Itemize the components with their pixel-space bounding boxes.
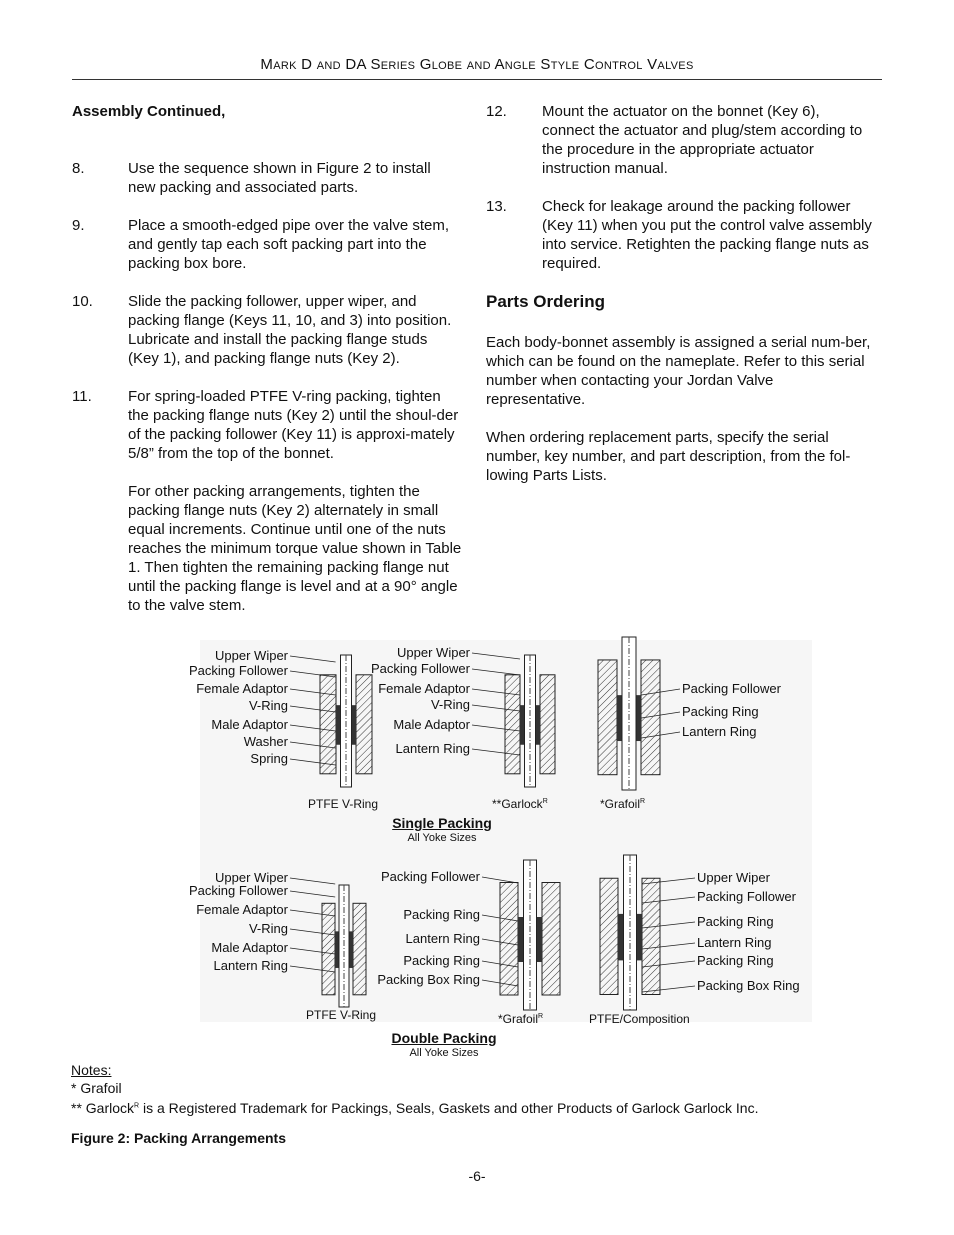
step-text: Place a smooth-edged pipe over the valve stem, and gently tap each soft packing part into the packing box bore. [128, 217, 450, 272]
part-label: Lantern Ring [697, 935, 772, 950]
page-number: -6- [468, 1168, 486, 1184]
step-number: 11. [72, 388, 92, 405]
step-text: Slide the packing follower, upper wiper, and packing flange (Keys 11, 10, and 3) into position. Lubricate and install the packing flange studs (Key 1), and packing flange nuts (Key 2). [128, 293, 452, 367]
part-label: Packing Ring [403, 953, 480, 968]
part-label: Packing Follower [381, 869, 480, 884]
caption-single-garlock [492, 797, 548, 811]
packing-cross-section-diagram [320, 655, 372, 787]
caption-text: *Grafoil [498, 1012, 539, 1026]
part-label: Female Adaptor [196, 681, 288, 696]
caption-double-grafoil [498, 1012, 543, 1026]
part-label: Packing Follower [697, 889, 796, 904]
step-9 [72, 216, 462, 273]
part-label: Washer [243, 734, 288, 749]
part-label: Lantern Ring [405, 931, 480, 946]
note-grafoil: * Grafoil [71, 1080, 122, 1096]
step-text: For spring-loaded PTFE V-ring packing, tighten the packing flange nuts (Key 2) until the shoul-der of the packing follower (Key 11) is approxi-mately 5/8” from the top of the bonnet. [128, 388, 459, 462]
part-label: V-Ring [248, 921, 288, 936]
note-text: is a Registered Trademark for Packings, Seals, Gaskets and other Products of Garlock Garlock Inc. [139, 1100, 759, 1116]
note-text: ** Garlock [71, 1100, 135, 1116]
part-label: Male Adaptor [211, 940, 288, 955]
parts-paragraph: When ordering replacement parts, specify the serial number, key number, and part description, from the fol-lowing Parts Lists. [486, 429, 851, 484]
caption-double-composition: PTFE/Composition [589, 1012, 690, 1026]
step-8 [72, 159, 462, 197]
caption-text: **Garlock [492, 797, 543, 811]
registered-mark: R [134, 1102, 140, 1110]
part-label: V-Ring [248, 698, 288, 713]
leader-line [0, 0, 1, 1]
step-number: 12. [486, 103, 507, 120]
header-rule [72, 79, 882, 80]
part-label: Lantern Ring [395, 741, 470, 756]
caption-single-ptfe: PTFE V-Ring [308, 797, 379, 811]
right-column [486, 102, 872, 504]
part-label: Male Adaptor [393, 717, 470, 732]
registered-mark: R [542, 798, 548, 805]
step-number: 8. [72, 160, 85, 177]
part-label: Packing Box Ring [697, 978, 800, 993]
single-packing-title: Single Packing [392, 815, 492, 831]
registered-mark: R [640, 798, 646, 805]
caption-text: *Grafoil [600, 797, 641, 811]
packing-cross-section-diagram [322, 885, 366, 1007]
part-label: Packing Ring [682, 704, 759, 719]
note-garlock [71, 1100, 758, 1116]
part-label: Packing Ring [697, 914, 774, 929]
step-10 [72, 292, 462, 368]
caption-double-ptfe: PTFE V-Ring [306, 1008, 377, 1022]
step-text: Check for leakage around the packing follower (Key 11) when you put the control valve assembly into service. Retighten the packing flange nuts as required. [542, 198, 872, 272]
packing-cross-section-diagram [505, 655, 555, 787]
part-label: Packing Box Ring [377, 972, 480, 987]
double-packing-title: Double Packing [391, 1030, 497, 1046]
step-text: Use the sequence shown in Figure 2 to install new packing and associated parts. [128, 160, 431, 196]
step-number: 9. [72, 217, 85, 234]
parts-ordering-heading: Parts Ordering [486, 292, 606, 311]
double-packing-subtitle: All Yoke Sizes [409, 1047, 479, 1059]
part-label: Male Adaptor [211, 717, 288, 732]
left-column [72, 102, 462, 634]
part-label: Lantern Ring [682, 724, 757, 739]
step-number: 10. [72, 293, 93, 310]
part-label: Female Adaptor [378, 681, 470, 696]
caption-single-grafoil [600, 797, 645, 811]
step-text: For other packing arrangements, tighten the packing flange nuts (Key 2) alternately in small equal increments. Continue until one of the nuts reaches the minimum torque value shown in Table 1. Then tighten the remaining packing flange nut until the packing flange is level and at a 90° angle to the valve stem. [128, 483, 462, 614]
notes-title: Notes: [71, 1062, 112, 1078]
part-label: Upper Wiper [215, 648, 288, 663]
step-number: 13. [486, 198, 507, 215]
registered-mark: R [538, 1013, 544, 1020]
figure-caption: Figure 2: Packing Arrangements [71, 1130, 286, 1146]
part-label: V-Ring [430, 697, 470, 712]
packing-cross-section-diagram [500, 860, 560, 1010]
part-label: Packing Follower [682, 681, 781, 696]
section-heading: Assembly Continued, [72, 103, 226, 120]
page-header-title: Mark D and DA Series Globe and Angle Style Control Valves [260, 56, 694, 73]
single-packing-subtitle: All Yoke Sizes [407, 832, 477, 844]
step-text: Mount the actuator on the bonnet (Key 6), connect the actuator and plug/stem according to the procedure in the appropriate actuator instruction manual. [542, 103, 863, 177]
step-12 [486, 102, 872, 178]
part-label: Packing Follower [371, 661, 470, 676]
part-label: Upper Wiper [697, 870, 770, 885]
packing-cross-section-diagram [598, 637, 660, 790]
part-label: Packing Ring [403, 907, 480, 922]
parts-paragraph: Each body-bonnet assembly is assigned a serial num-ber, which can be found on the nameplate. Refer to this serial number when contacting your Jordan Valve representative. [486, 334, 871, 408]
part-label: Upper Wiper [215, 870, 288, 885]
part-label: Female Adaptor [196, 902, 288, 917]
part-label: Upper Wiper [397, 645, 470, 660]
part-label: Lantern Ring [213, 958, 288, 973]
step-13 [486, 197, 872, 273]
part-label: Packing Ring [697, 953, 774, 968]
part-label: Packing Follower [189, 883, 288, 898]
part-label: Spring [250, 751, 288, 766]
part-label: Packing Follower [189, 663, 288, 678]
step-11 [72, 387, 462, 615]
packing-cross-section-diagram [600, 855, 660, 1010]
